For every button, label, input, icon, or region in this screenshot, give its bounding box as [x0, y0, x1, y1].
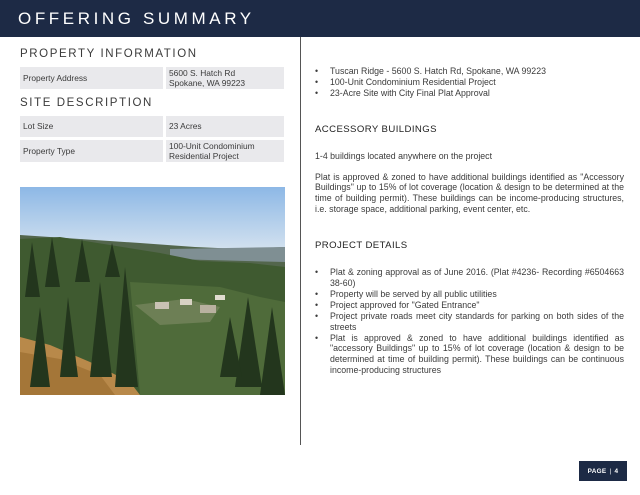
list-item: • 23-Acre Site with City Final Plat Approval	[315, 88, 624, 99]
page-separator: |	[609, 467, 612, 475]
property-type-row	[20, 140, 284, 162]
lot-size-row	[20, 116, 284, 137]
project-details-heading: PROJECT DETAILS	[315, 240, 408, 252]
property-type-line2: Residential Project	[169, 151, 239, 161]
header-bar	[0, 0, 640, 37]
site-description-heading: SITE DESCRIPTION	[20, 97, 153, 109]
property-address-line2: Spokane, WA 99223	[169, 78, 246, 88]
list-item: • Property will be served by all public utilities	[315, 289, 624, 300]
list-item: • Project approved for "Gated Entrance"	[315, 300, 624, 311]
column-divider	[300, 37, 301, 445]
property-address-label: Property Address	[20, 67, 163, 89]
lot-size-value: 23 Acres	[166, 116, 284, 137]
property-type-label: Property Type	[20, 140, 163, 162]
page-number-badge	[579, 461, 627, 481]
list-item: • Tuscan Ridge - 5600 S. Hatch Rd, Spokane, WA 99223	[315, 66, 624, 77]
list-item: • 100-Unit Condominium Residential Project	[315, 77, 624, 88]
list-item: • Plat is approved & zoned to have additional buildings identified as "accessory Buildings" up to 15% of lot coverage (location & design to be determined at time of building permit). These buildings can be continuous income-producing structures	[315, 333, 624, 377]
property-information-heading: PROPERTY INFORMATION	[20, 48, 198, 60]
list-item: • Plat & zoning approval as of June 2016. (Plat #4236- Recording #6504663 38-60)	[315, 267, 624, 289]
list-item: • Project private roads meet city standards for parking on both sides of the streets	[315, 311, 624, 333]
page-label: PAGE	[587, 467, 607, 475]
accessory-buildings-count: 1-4 buildings located anywhere on the project	[315, 150, 493, 161]
page-number: 4	[614, 467, 619, 475]
right-column	[315, 66, 624, 376]
property-address-row	[20, 67, 284, 89]
accessory-buildings-description: Plat is approved & zoned to have additional buildings identified as "Accessory Buildings" up to 15% of lot coverage (location & design to be determined at the time of building permit). These buildings can be income-producing structures, i.e. storage space, additional parking, event center, etc.	[315, 171, 624, 215]
accessory-buildings-heading: ACCESSORY BUILDINGS	[315, 123, 437, 135]
property-address-value	[166, 67, 284, 89]
lot-size-label: Lot Size	[20, 116, 163, 137]
project-details-list	[315, 267, 624, 376]
page-title: OFFERING SUMMARY	[18, 9, 255, 28]
property-photo	[20, 187, 285, 395]
property-type-line1: 100-Unit Condominium	[169, 140, 255, 151]
property-address-line1: 5600 S. Hatch Rd	[169, 67, 236, 78]
highlights-list	[315, 66, 624, 99]
property-type-value	[166, 140, 284, 162]
